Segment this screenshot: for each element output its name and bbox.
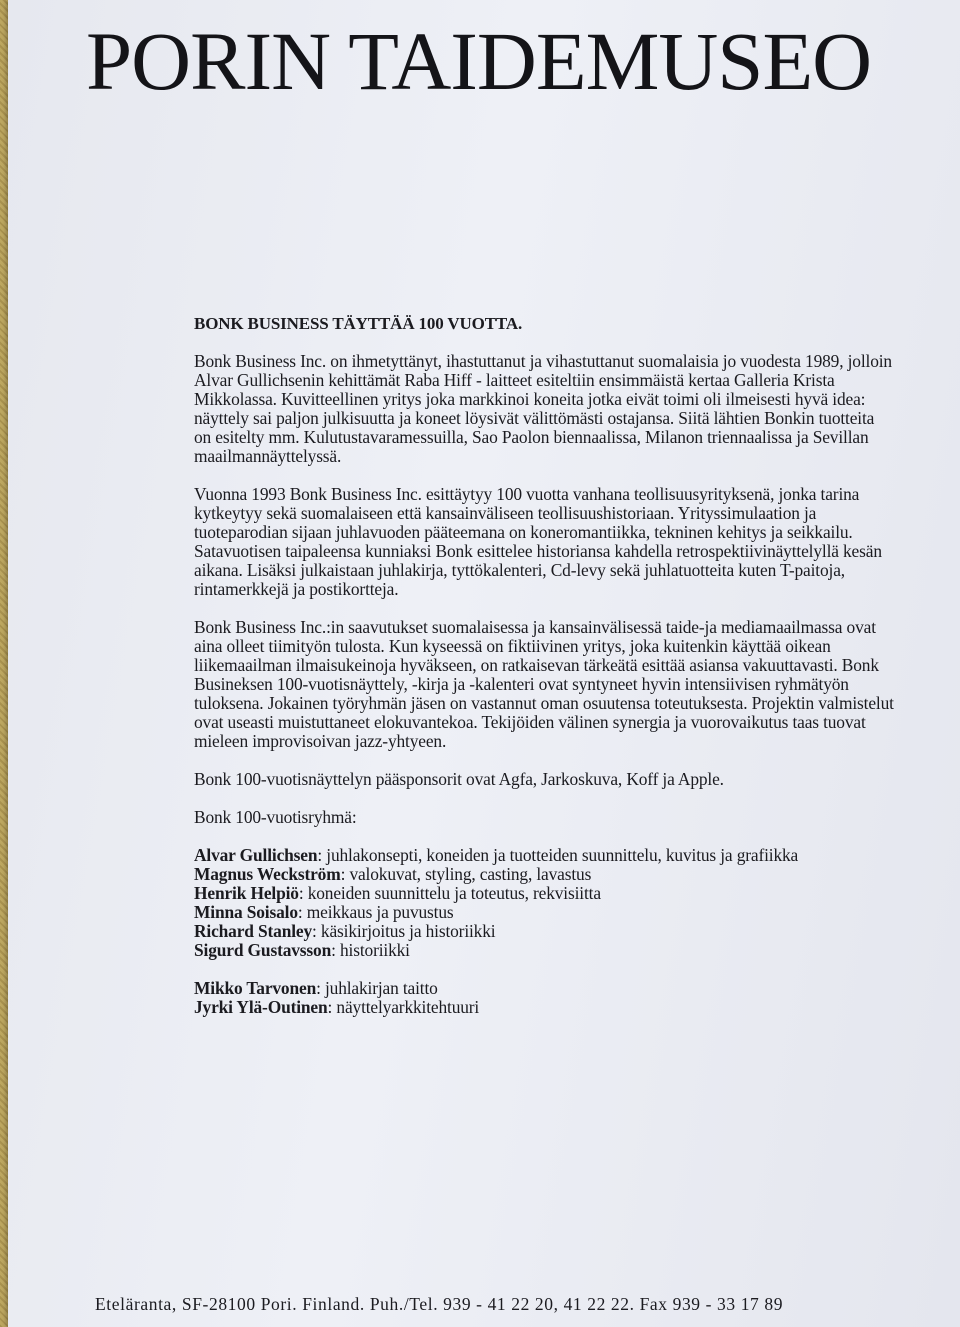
member-role: : koneiden suunnittelu ja toteutus, rekvisiitta [298, 883, 601, 903]
member-role: : juhlakirjan taitto [316, 978, 438, 998]
team-member [194, 865, 894, 884]
member-role: : historiikki [331, 940, 410, 960]
paragraph-anniversary: Vuonna 1993 Bonk Business Inc. esittäytyy 100 vuotta vanhana teollisuusyrityksenä, jonka tarina kytkeytyy sekä suomalaiseen että kansainväliseen teollisuushistoriaan. Yrityssimulaation ja tuoteparodian sijaan juhlavuoden pääteemana on koneromantiikka, tekninen kehitys ja seikkailu. Satavuotisen taipaleensa kunniaksi Bonk esittelee historiansa kahdella retrospektiivinäyttelyllä kesän aikana. Lisäksi julkaistaan juhlakirja, tyttökalenteri, Cd-levy sekä juhlatuotteita kuten T-paitoja, rintamerkkejä ja postikortteja. [194, 484, 882, 599]
member-role: : juhlakonsepti, koneiden ja tuotteiden suunnittelu, kuvitus ja grafiikka [317, 845, 799, 865]
member-role: : valokuvat, styling, casting, lavastus [340, 864, 592, 884]
team-member [194, 846, 894, 865]
member-role: : meikkaus ja puvustus [297, 902, 454, 922]
team-member [194, 979, 894, 998]
paragraph-team-intro: Bonk 100-vuotisryhmä: [194, 807, 357, 827]
team-list [194, 846, 894, 960]
footer-address: Eteläranta, SF-28100 Pori. Finland. Puh./Tel. 939 - 41 22 20, 41 22 22. Fax 939 - 33 17 89 [95, 1294, 784, 1314]
member-name: Sigurd Gustavsson [194, 940, 332, 960]
document-heading: BONK BUSINESS TÄYTTÄÄ 100 VUOTTA. [194, 314, 523, 333]
team-member [194, 998, 894, 1017]
team-member [194, 941, 894, 960]
document-body [194, 314, 894, 1036]
member-role: : käsikirjoitus ja historiikki [312, 921, 496, 941]
paragraph-teamwork: Bonk Business Inc.:in saavutukset suomalaisessa ja kansainvälisessä taide-ja mediamaailmassa ovat aina olleet tiimityön tulosta. Kun kyseessä on fiktiivinen yritys, joka kuitenkin käyttää oikean liikemaailman ilmaisukeinoja hyväkseen, on ratkaisevan tärkeätä esittää asiansa vakuuttavasti. Bonk Busineksen 100-vuotisnäyttely, -kirja ja -kalenteri ovat syntyneet hyvin intensiivisen ryhmätyön tuloksena. Jokainen työryhmän jäsen on vastannut oman osuutensa toteutuksesta. Projektin valmistelut ovat useasti muistuttaneet elokuvantekoa. Tekijöiden välinen synergia ja vuorovaikutus taas tuovat mieleen improvisoivan jazz-yhtyeen. [194, 617, 894, 751]
paragraph-sponsors: Bonk 100-vuotisnäyttelyn pääsponsorit ovat Agfa, Jarkoskuva, Koff ja Apple. [194, 769, 724, 789]
member-name: Henrik Helpiö [194, 883, 299, 903]
team-member [194, 903, 894, 922]
member-name: Jyrki Ylä-Outinen [194, 997, 328, 1017]
team-list-extra [194, 979, 894, 1017]
paragraph-history: Bonk Business Inc. on ihmetyttänyt, ihastuttanut ja vihastuttanut suomalaisia jo vuodesta 1989, jolloin Alvar Gullichsenin kehittämät Raba Hiff - laitteet esiteltiin ensimmäistä kertaa Galleria Krista Mikkolassa. Kuvitteellinen yritys joka markkinoi koneita jotka eivät toimi oli ilmeisesti hyvä idea: näyttely sai paljon julkisuutta ja koneet löysivät välittömästi ostajansa. Siitä lähtien Bonkin tuotteita on esitelty mm. Kulutustavaramessuilla, Sao Paolon biennaalissa, Milanon triennaalissa ja Sevillan maailmannäyttelyssä. [194, 351, 892, 466]
member-name: Alvar Gullichsen [194, 845, 318, 865]
team-member [194, 884, 894, 903]
member-name: Minna Soisalo [194, 902, 298, 922]
member-name: Mikko Tarvonen [194, 978, 317, 998]
member-name: Magnus Weckström [194, 864, 341, 884]
museum-masthead: PORIN TAIDEMUSEO [86, 15, 872, 107]
press-release-page [8, 0, 960, 1327]
team-member [194, 922, 894, 941]
member-role: : näyttelyarkkitehtuuri [327, 997, 480, 1017]
member-name: Richard Stanley [194, 921, 313, 941]
